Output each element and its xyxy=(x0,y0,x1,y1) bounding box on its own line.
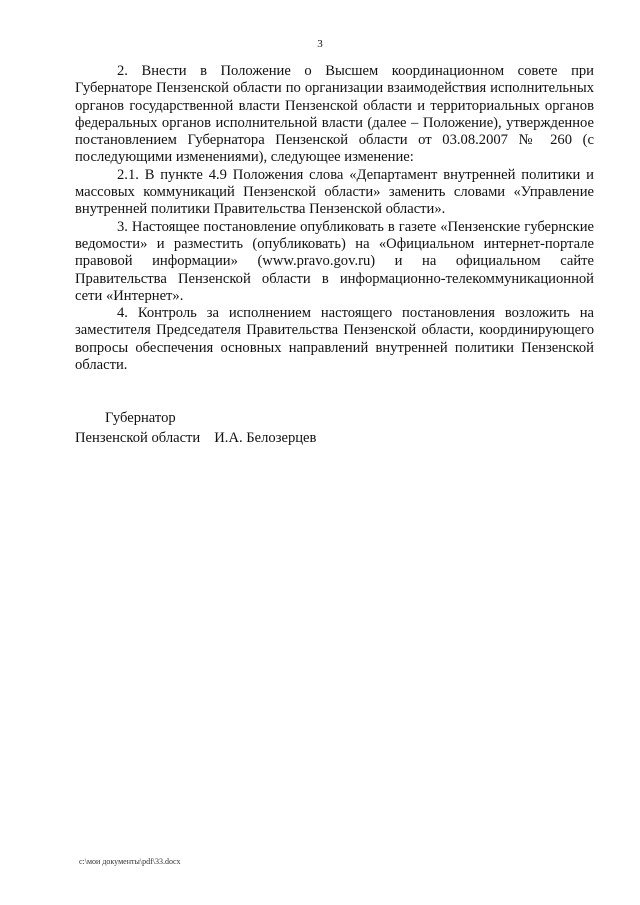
paragraph-3: 3. Настоящее постановление опубликовать в газете «Пензенские губернские ведомости» и разместить (опубликовать) на «Официальном интернет-портале правовой информации» (www.pravo.gov.ru) и на официальном сайте Правительства Пензенской области в информационно-телекоммуникационной сети «Интернет». xyxy=(75,218,594,304)
signature-region: Пензенской области xyxy=(75,430,201,446)
signature-line xyxy=(75,428,594,448)
paragraph-2-1: 2.1. В пункте 4.9 Положения слова «Департамент внутренней политики и массовых коммуникаций Пензенской области» заменить словами «Управление внутренней политики Правительства Пензенской области». xyxy=(75,166,594,218)
paragraph-2: 2. Внести в Положение о Высшем координационном совете при Губернаторе Пензенской области по организации взаимодействия исполнительных органов государственной власти Пензенской области и территориальных органов федеральных органов исполнительной власти (далее – Положение), утвержденное постановлением Губернатора Пензенской области от 03.08.2007 № 260 (с последующими изменениями), следующее изменение: xyxy=(75,63,594,166)
signature-title: Губернатор xyxy=(105,410,176,426)
document-body xyxy=(75,63,594,374)
paragraph-4: 4. Контроль за исполнением настоящего постановления возложить на заместителя Председателя Правительства Пензенской области, координирующего вопросы обеспечения основных направлений внутренней политики Пензенской области. xyxy=(75,305,594,374)
signature-name: И.А. Белозерцев xyxy=(214,430,317,446)
footer-file-path: c:\мои документы\pdf\33.docx xyxy=(79,857,181,866)
signature-block xyxy=(75,408,594,448)
page-number: 3 xyxy=(317,38,323,50)
